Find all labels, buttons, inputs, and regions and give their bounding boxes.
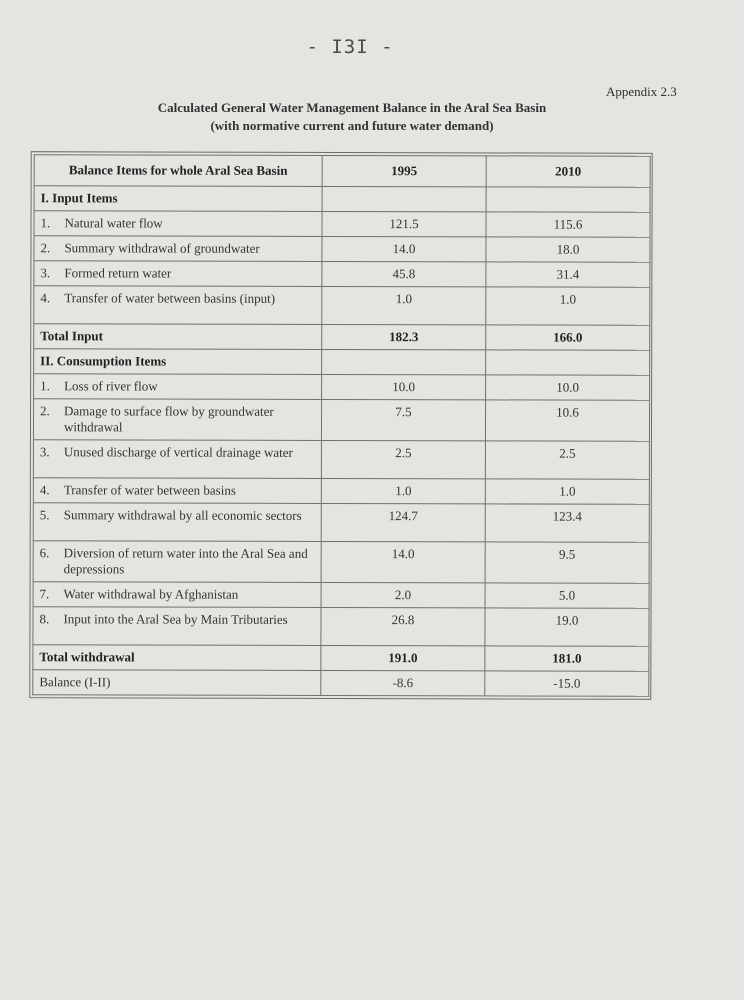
total-input-2010: 166.0 — [486, 325, 650, 350]
row-text: Transfer of water between basins — [63, 482, 236, 498]
value-2010: 123.4 — [485, 504, 649, 542]
row-number: 2. — [40, 403, 50, 419]
row-number: 3. — [40, 265, 51, 281]
row-label — [34, 261, 322, 287]
value-2010: 9.5 — [485, 542, 649, 583]
table-row — [34, 374, 650, 401]
value-2010: 18.0 — [486, 237, 650, 262]
value-2010: 19.0 — [485, 608, 649, 646]
row-text: Damage to surface flow by groundwater withdrawal — [63, 403, 274, 435]
row-text: Loss of river flow — [64, 378, 158, 394]
total-input-row — [34, 324, 650, 351]
table-row — [34, 236, 650, 263]
balance-1995: -8.6 — [321, 670, 485, 695]
value-2010: 10.6 — [485, 400, 649, 441]
section-row-consumption — [34, 349, 650, 376]
value-1995: 121.5 — [322, 211, 486, 236]
value-1995: 7.5 — [321, 399, 485, 440]
value-1995: 1.0 — [322, 286, 486, 324]
table-row — [34, 211, 650, 238]
table-row — [34, 261, 650, 288]
value-1995: 45.8 — [322, 261, 486, 286]
table-row — [33, 607, 649, 647]
value-2010: 2.5 — [485, 441, 649, 479]
table-row — [33, 440, 649, 480]
row-label — [34, 211, 322, 237]
row-text: Summary withdrawal by all economic sectors — [63, 507, 302, 523]
row-text: Input into the Aral Sea by Main Tributaries — [63, 611, 288, 627]
row-label — [33, 503, 321, 542]
value-1995: 2.5 — [321, 440, 485, 478]
balance-table-frame — [29, 151, 652, 700]
table-row — [33, 399, 649, 442]
empty-cell — [486, 187, 650, 212]
row-number: 4. — [39, 482, 50, 498]
page-number: - I3I - — [306, 36, 394, 58]
row-number: 4. — [40, 290, 51, 306]
row-text: Natural water flow — [64, 215, 163, 231]
table-row — [34, 286, 650, 326]
row-text: Transfer of water between basins (input) — [64, 290, 276, 306]
value-1995: 124.7 — [321, 503, 485, 541]
table-subtitle: (with normative current and future water demand) — [210, 118, 494, 133]
value-1995: 2.0 — [321, 582, 485, 607]
empty-cell — [322, 349, 486, 374]
value-1995: 14.0 — [322, 236, 486, 261]
value-2010: 1.0 — [486, 287, 650, 325]
row-text: Unused discharge of vertical drainage water — [63, 444, 293, 460]
appendix-label: Appendix 2.3 — [606, 84, 677, 99]
balance-table — [32, 154, 650, 697]
row-number: 8. — [39, 611, 50, 627]
row-label — [34, 236, 322, 262]
value-1995: 14.0 — [321, 541, 485, 582]
section-label: I. Input Items — [34, 186, 322, 212]
header-1995: 1995 — [322, 155, 486, 186]
empty-cell — [486, 350, 650, 375]
value-2010: 10.0 — [486, 375, 650, 400]
row-number: 1. — [40, 215, 51, 231]
table-row — [33, 582, 649, 609]
table-row — [33, 541, 649, 584]
value-2010: 1.0 — [485, 479, 649, 504]
table-header-row — [34, 155, 650, 188]
row-text: Diversion of return water into the Aral Sea and depressions — [63, 545, 308, 577]
balance-label: Balance (I-II) — [33, 670, 321, 696]
row-label — [33, 582, 321, 608]
balance-row — [33, 670, 649, 697]
table-row — [33, 503, 649, 543]
total-withdrawal-row — [33, 645, 649, 672]
row-label — [33, 440, 321, 479]
row-label — [33, 541, 321, 583]
row-number: 1. — [40, 378, 50, 394]
total-withdrawal-2010: 181.0 — [485, 646, 649, 671]
total-withdrawal-1995: 191.0 — [321, 645, 485, 670]
row-number: 2. — [40, 240, 51, 256]
row-text: Formed return water — [64, 265, 172, 281]
row-label — [34, 374, 322, 400]
table-row — [33, 478, 649, 505]
total-input-1995: 182.3 — [322, 324, 486, 349]
value-1995: 10.0 — [322, 374, 486, 399]
empty-cell — [322, 186, 486, 211]
value-1995: 1.0 — [321, 478, 485, 503]
row-number: 3. — [39, 444, 50, 460]
section-label: II. Consumption Items — [34, 349, 322, 375]
row-number: 7. — [39, 586, 50, 602]
row-label — [33, 478, 321, 504]
header-2010: 2010 — [486, 156, 650, 187]
row-text: Summary withdrawal of groundwater — [64, 240, 260, 256]
value-2010: 115.6 — [486, 212, 650, 237]
total-withdrawal-label: Total withdrawal — [33, 645, 321, 671]
row-number: 6. — [39, 545, 50, 561]
section-row-input — [34, 186, 650, 213]
row-label — [33, 607, 321, 646]
value-1995: 26.8 — [321, 607, 485, 645]
header-items: Balance Items for whole Aral Sea Basin — [34, 155, 322, 187]
value-2010: 5.0 — [485, 583, 649, 608]
total-input-label: Total Input — [34, 324, 322, 350]
row-number: 5. — [39, 507, 50, 523]
value-2010: 31.4 — [486, 262, 650, 287]
row-text: Water withdrawal by Afghanistan — [63, 586, 239, 602]
balance-2010: -15.0 — [485, 671, 649, 696]
table-title: Calculated General Water Management Balance in the Aral Sea Basin — [157, 100, 547, 115]
row-label — [33, 399, 321, 441]
row-label — [34, 286, 322, 325]
